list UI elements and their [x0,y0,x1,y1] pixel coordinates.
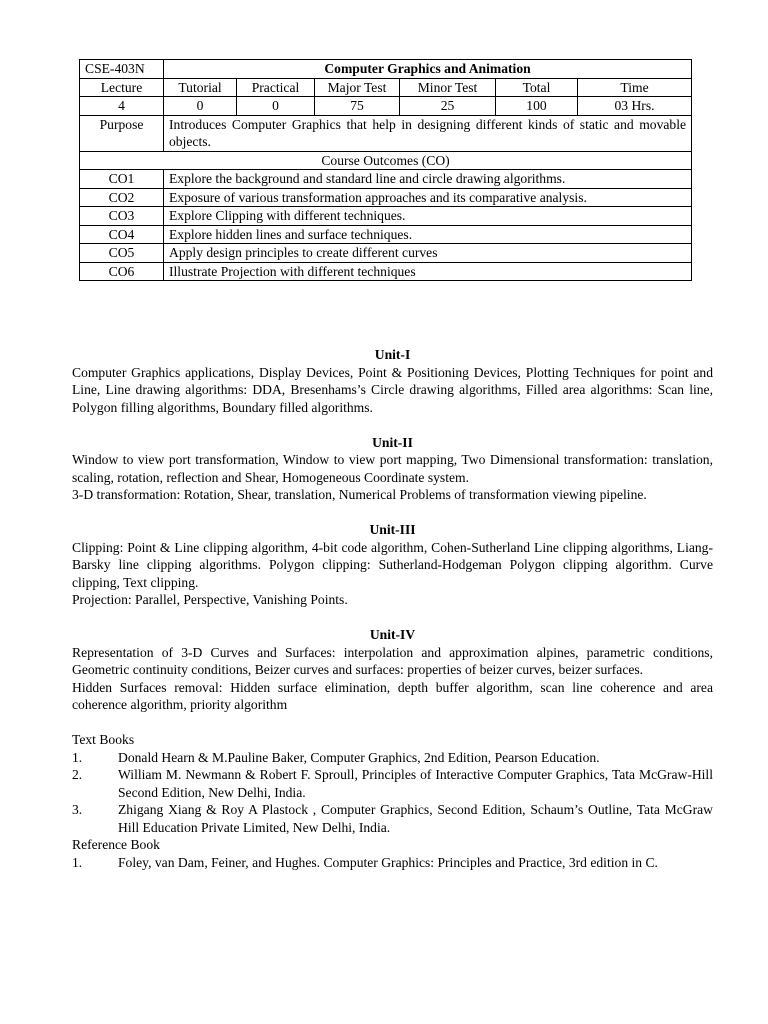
outcome-text: Exposure of various transformation approaches and its comparative analysis. [164,188,692,207]
outcome-code: CO6 [80,262,164,281]
course-title: Computer Graphics and Animation [164,60,692,79]
outcomes-heading: Course Outcomes (CO) [80,151,692,170]
unit-section [72,626,713,714]
value-cell: 25 [400,97,496,116]
purpose-row [80,115,692,151]
outcome-text: Explore Clipping with different techniques. [164,207,692,226]
book-citation: Zhigang Xiang & Roy A Plastock , Computer Graphics, Second Edition, Schaum’s Outline, Tata McGraw Hill Education Private Limited, New Delhi, India. [118,802,713,835]
outcome-code: CO4 [80,225,164,244]
book-citation: William M. Newmann & Robert F. Sproull, Principles of Interactive Computer Graphics, Tata McGraw-Hill Second Edition, New Delhi, India. [118,767,713,800]
book-citation: Donald Hearn & M.Pauline Baker, Computer Graphics, 2nd Edition, Pearson Education. [118,749,600,765]
unit-paragraph: Window to view port transformation, Window to view port mapping, Two Dimensional transformation: translation, scaling, rotation, reflection and Shear, Homogeneous Coordinate system. [72,452,713,485]
header-cell: Practical [237,78,315,97]
reference-books-list [72,854,713,872]
reference-books-heading: Reference Book [72,837,160,852]
list-item [72,854,713,872]
outcomes-heading-row [80,151,692,170]
course-code: CSE-403N [80,60,164,79]
value-cell: 0 [164,97,237,116]
unit-paragraph: 3-D transformation: Rotation, Shear, translation, Numerical Problems of transformation viewing pipeline. [72,487,647,502]
outcome-row [80,170,692,189]
outcome-row [80,207,692,226]
list-item [72,766,713,801]
book-citation: Foley, van Dam, Feiner, and Hughes. Computer Graphics: Principles and Practice, 3rd edition in C. [118,854,658,870]
outcome-row [80,262,692,281]
header-cell: Tutorial [164,78,237,97]
unit-heading: Unit-IV [369,627,416,642]
unit-paragraph: Clipping: Point & Line clipping algorithm, 4-bit code algorithm, Cohen-Sutherland Line clipping algorithms, Liang-Barsky line clipping algorithms. Polygon clipping: Sutherland-Hodgeman Polygon clipping algorithm. Curve clipping, Text clipping. [72,539,713,590]
outcome-text: Illustrate Projection with different techniques [164,262,692,281]
list-number: 1. [72,854,83,870]
unit-paragraph: Projection: Parallel, Perspective, Vanishing Points. [72,592,348,607]
unit-paragraph: Computer Graphics applications, Display Devices, Point & Positioning Devices, Plotting Techniques for point and Line, Line drawing algorithms: DDA, Bresenhams’s Circle drawing algorithms, Filled area algorithms: Scan line, Polygon filling algorithms, Boundary filled algorithms. [72,364,713,415]
list-number: 3. [72,802,83,817]
course-values-row [80,97,692,116]
course-title-row [80,60,692,79]
unit-section [72,521,713,609]
text-books-list [72,749,713,837]
list-number: 1. [72,749,83,765]
outcome-row [80,188,692,207]
unit-heading: Unit-III [369,522,416,537]
unit-heading: Unit-II [372,434,413,450]
header-cell: Time [578,78,692,97]
syllabus-content [72,346,713,871]
outcome-code: CO3 [80,207,164,226]
header-cell: Total [496,78,578,97]
outcome-code: CO5 [80,244,164,263]
header-cell: Major Test [315,78,400,97]
value-cell: 03 Hrs. [578,97,692,116]
outcome-text: Apply design principles to create different curves [164,244,692,263]
text-books-section [72,731,713,871]
purpose-text: Introduces Computer Graphics that help in designing different kinds of static and movable objects. [164,115,692,151]
list-number: 2. [72,767,83,782]
outcome-text: Explore the background and standard line and circle drawing algorithms. [164,170,692,189]
text-books-heading: Text Books [72,732,135,747]
unit-heading: Unit-I [374,347,411,362]
unit-paragraph: Representation of 3-D Curves and Surfaces: interpolation and approximation alpines, parametric conditions, Geometric continuity conditions, Beizer curves and surfaces: properties of beizer curves, beizer surfaces. [72,644,713,677]
header-cell: Lecture [80,78,164,97]
outcome-row [80,225,692,244]
course-table [79,59,692,281]
list-item [72,749,713,767]
outcome-text: Explore hidden lines and surface techniques. [164,225,692,244]
purpose-label: Purpose [80,115,164,151]
outcome-code: CO1 [80,170,164,189]
value-cell: 75 [315,97,400,116]
value-cell: 100 [496,97,578,116]
list-item [72,801,713,836]
header-cell: Minor Test [400,78,496,97]
course-header-row [80,78,692,97]
outcome-code: CO2 [80,188,164,207]
unit-paragraph: Hidden Surfaces removal: Hidden surface elimination, depth buffer algorithm, scan line coherence and area coherence algorithm, priority algorithm [72,679,713,712]
value-cell: 0 [237,97,315,116]
outcome-row [80,244,692,263]
unit-section [72,346,713,416]
value-cell: 4 [80,97,164,116]
unit-section [72,434,713,504]
